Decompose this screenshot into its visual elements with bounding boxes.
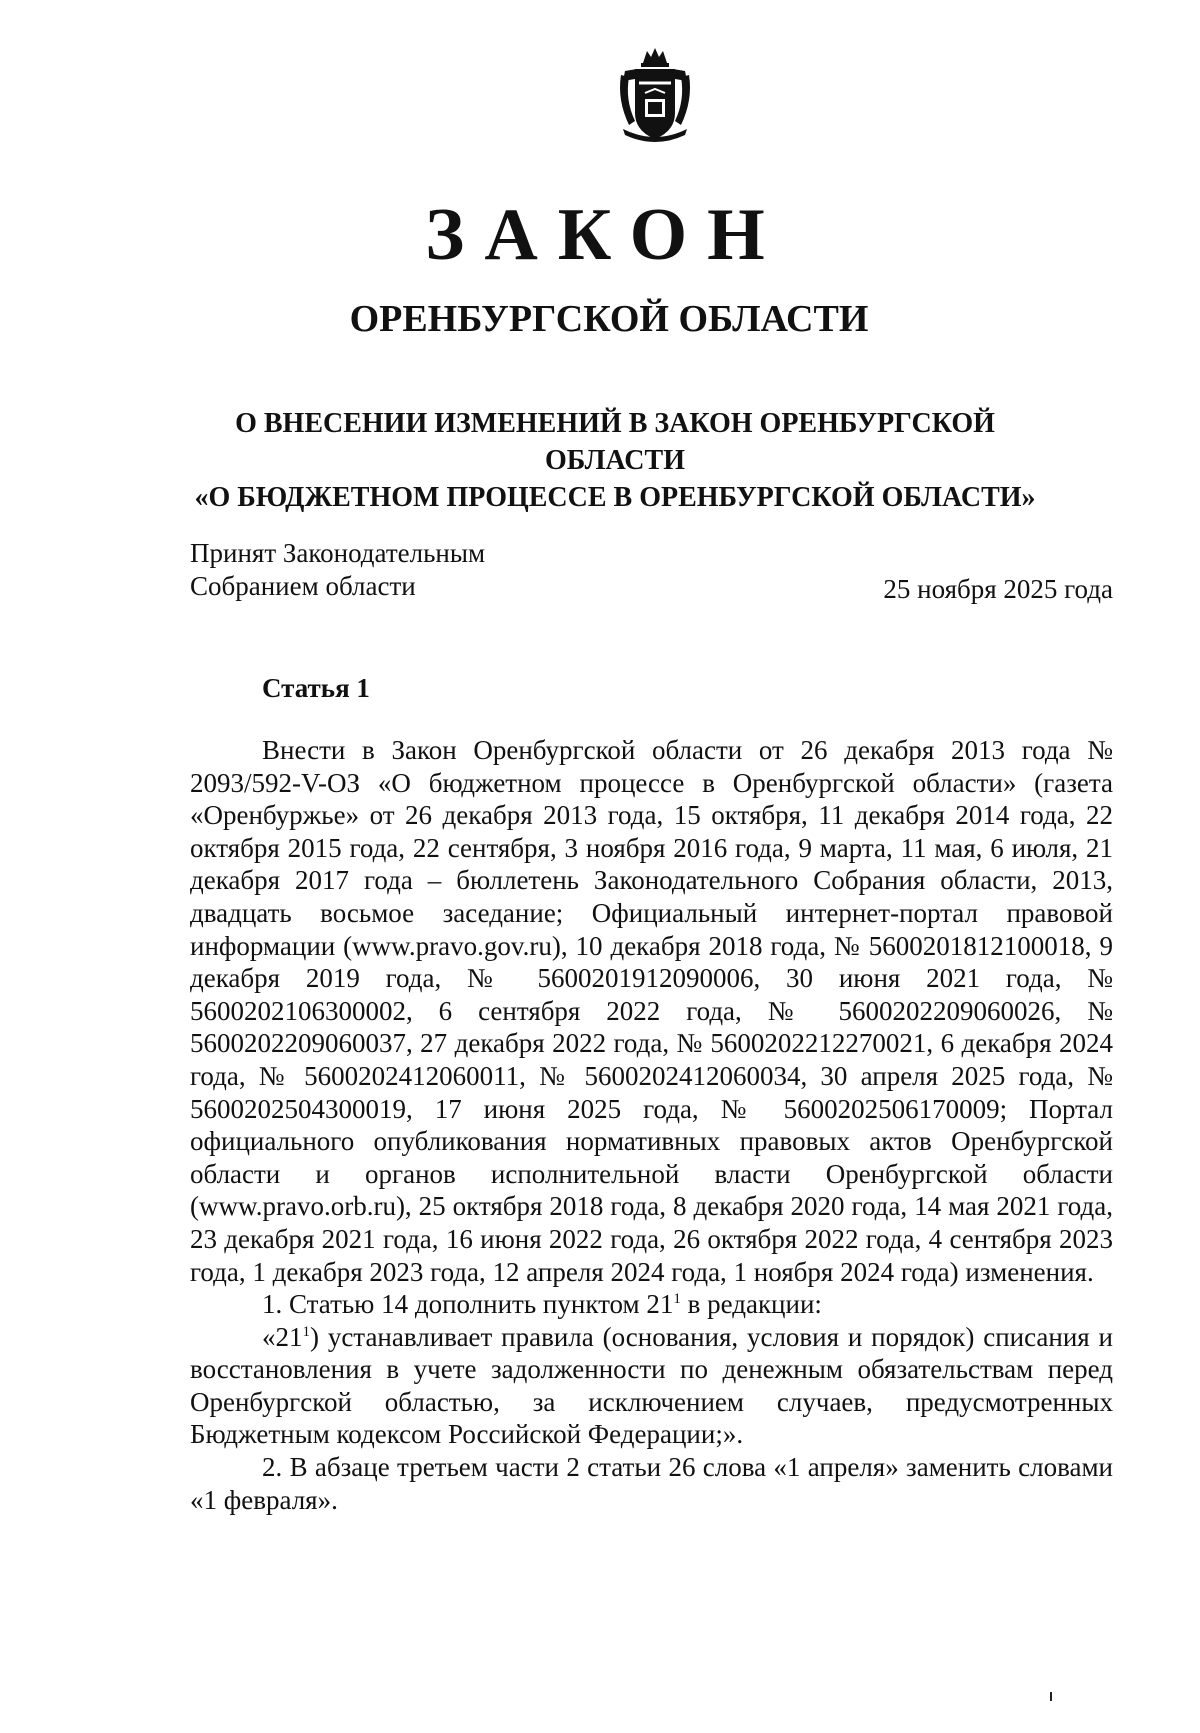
article-body xyxy=(190,734,1113,1516)
item-1-suffix: в редакции: xyxy=(680,1289,822,1320)
quote-superscript: 1 xyxy=(302,1323,310,1340)
coat-of-arms-icon xyxy=(615,45,695,145)
document-subtitle: ОРЕНБУРГСКОЙ ОБЛАСТИ xyxy=(349,298,869,340)
law-name-line-2: «О БЮДЖЕТНОМ ПРОЦЕССЕ В ОРЕНБУРГСКОЙ ОБЛАСТИ» xyxy=(194,482,1036,513)
article-intro-paragraph: Внести в Закон Оренбургской области от 26 декабря 2013 года № 2093/592-V-ОЗ «О бюджетном процессе в Оренбургской области» (газета «Оренбуржье» от 26 декабря 2013 года, 15 октября, 11 декабря 2014 года, 22 октября 2015 года, 22 сентября, 3 ноября 2016 года, 9 марта, 11 мая, 6 июля, 21 декабря 2017 года – бюллетень Законодательного Собрания области, 2013, двадцать восьмое заседание; Официальный интернет-портал правовой информации (www.pravo.gov.ru), 10 декабря 2018 года, № 5600201812100018, 9 декабря 2019 года, № 5600201912090006, 30 июня 2021 года, № 5600202106300002, 6 сентября 2022 года, № 5600202209060026, № 5600202209060037, 27 декабря 2022 года, № 5600202212270021, 6 декабря 2024 года, № 5600202412060011, № 5600202412060034, 30 апреля 2025 года, № 5600202504300019, 17 июня 2025 года, № 5600202506170009; Портал официального опубликования нормативных правовых актов Оренбургской области и органов исполнительной власти Оренбургской области (www.pravo.orb.ru), 25 октября 2018 года, 8 декабря 2020 года, 14 мая 2021 года, 23 декабря 2021 года, 16 июня 2022 года, 26 октября 2022 года, 4 сентября 2023 года, 1 декабря 2023 года, 12 апреля 2024 года, 1 ноября 2024 года) изменения. xyxy=(190,735,1113,1287)
article-item-1 xyxy=(190,1288,1113,1321)
article-heading: Статья 1 xyxy=(262,673,370,703)
adoption-date: 25 ноября 2025 года xyxy=(883,574,1113,604)
article-item-2: 2. В абзаце третьем части 2 статьи 26 слова «1 апреля» заменить словами «1 февраля». xyxy=(190,1452,1113,1515)
adoption-block xyxy=(190,537,485,603)
law-name-line-1: О ВНЕСЕНИИ ИЗМЕНЕНИЙ В ЗАКОН ОРЕНБУРГСКОЙ ОБЛАСТИ xyxy=(235,408,995,476)
article-quote xyxy=(190,1321,1113,1451)
adoption-line-1: Принят Законодательным xyxy=(190,538,486,568)
law-name xyxy=(180,405,1050,516)
document-title: ЗАКОН xyxy=(425,194,785,276)
page-mark xyxy=(1050,1692,1052,1701)
item-1-superscript: 1 xyxy=(673,1291,681,1308)
item-1-prefix: 1. Статью 14 дополнить пунктом 21 xyxy=(262,1289,674,1320)
quote-prefix: «21 xyxy=(262,1321,303,1352)
quote-text: ) устанавливает правила (основания, условия и порядок) списания и восстановления в учете задолженности по денежным обязательствам перед Оренбургской областью, за исключением случаев, предусмотренных Бюджетным кодексом Российской Федерации;». xyxy=(190,1321,1113,1450)
adoption-line-2: Собранием области xyxy=(190,571,416,601)
